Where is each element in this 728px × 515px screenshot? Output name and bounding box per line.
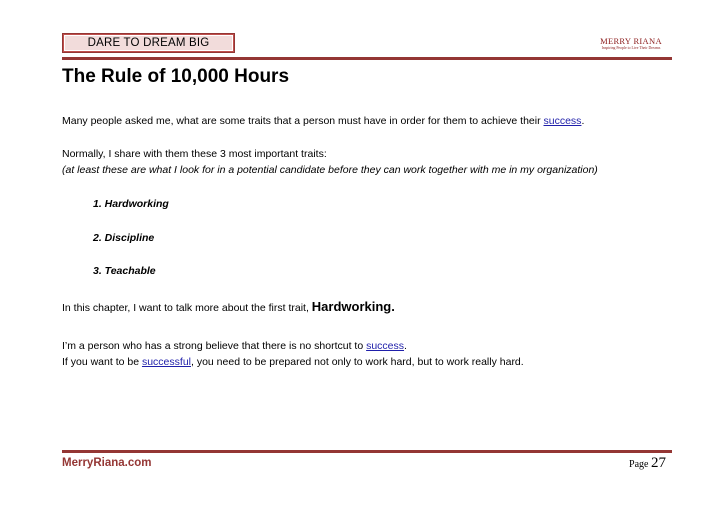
paragraph-intro-end: . <box>581 115 585 127</box>
paragraph-traits-note: (at least these are what I look for in a potential candidate before they can work together with me in my organization) <box>62 164 598 176</box>
paragraph-shortcut-text: I’m a person who has a strong believe that there is no shortcut to <box>62 340 367 352</box>
paragraph-successful <box>62 354 524 370</box>
header-badge-label: DARE TO DREAM BIG <box>64 35 233 51</box>
paragraph-traits-intro: Normally, I share with them these 3 most important traits: <box>62 148 327 160</box>
header-divider <box>62 57 672 60</box>
trait-teachable: 3. Teachable <box>93 265 156 277</box>
paragraph-shortcut <box>62 338 407 354</box>
paragraph-intro <box>62 113 584 129</box>
paragraph-chapter <box>62 299 395 316</box>
paragraph-chapter-text: In this chapter, I want to talk more about the first trait, <box>62 302 312 314</box>
brand-logo <box>594 36 668 58</box>
successful-link[interactable]: successful <box>141 356 191 368</box>
page-number-value: 27 <box>651 455 666 471</box>
trait-discipline: 2. Discipline <box>93 232 155 244</box>
success-link[interactable]: success <box>543 115 582 127</box>
success-link-2[interactable]: success <box>366 340 405 352</box>
page-title: The Rule of 10,000 Hours <box>62 66 290 87</box>
paragraph-successful-end: , you need to be prepared not only to work hard, but to work really hard. <box>191 356 524 368</box>
paragraph-chapter-emphasis: Hardworking. <box>311 299 395 314</box>
page-number <box>629 455 666 472</box>
page-label: Page <box>629 459 649 470</box>
paragraph-shortcut-end: . <box>404 340 407 352</box>
logo-wordmark: MERRY RIANA <box>600 36 662 46</box>
trait-hardworking: 1. Hardworking <box>93 198 169 210</box>
header-badge <box>62 33 235 53</box>
paragraph-intro-text: Many people asked me, what are some traits that a person must have in order for them to achieve their <box>62 115 544 127</box>
footer-divider <box>62 450 672 453</box>
footer-site-link[interactable]: MerryRiana.com <box>62 457 152 469</box>
paragraph-successful-start: If you want to be <box>62 356 142 368</box>
logo-tagline: Inspiring People to Live Their Dreams <box>601 46 661 50</box>
